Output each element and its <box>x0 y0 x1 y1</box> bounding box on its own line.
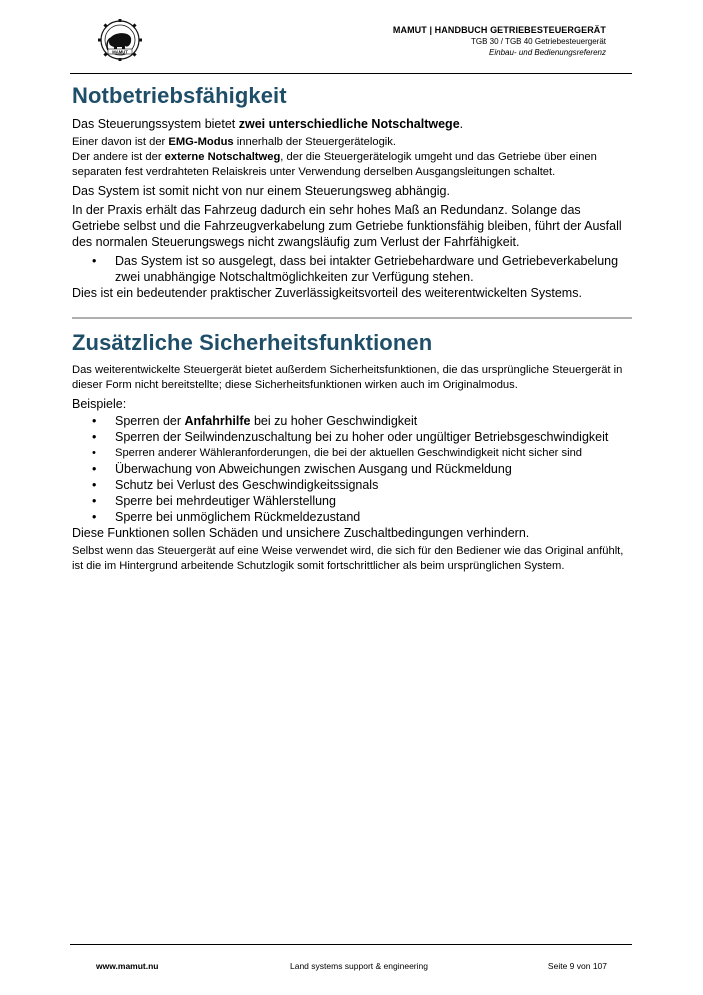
section-divider <box>72 317 632 319</box>
page-header <box>70 0 632 74</box>
bold-text: EMG-Modus <box>168 136 234 148</box>
text: bei zu hoher Geschwindigkeit <box>250 414 418 428</box>
paragraph: Das System ist somit nicht von nur einem Steuerungsweg abhängig. <box>72 184 450 198</box>
bold-text: zwei unterschiedliche Notschaltwege <box>238 117 460 131</box>
logo-text: MAMUT <box>112 49 128 55</box>
text: Das Steuerungssystem bietet <box>72 117 239 131</box>
page-content <box>72 82 632 574</box>
header-text <box>393 25 606 58</box>
text: Sperren der <box>115 414 185 428</box>
paragraph: Das weiterentwickelte Steuergerät bietet außerdem Sicherheitsfunktionen, die das ursprüngliche Steuergerät in dieser Form nicht bereitstellte; diese Sicherheitsfunktionen wirken auch im Originalmodus. <box>72 364 623 391</box>
list-item: • Überwachung von Abweichungen zwischen Ausgang und Rückmeldung <box>72 461 632 477</box>
footer-page-number: Seite 9 von 107 <box>547 961 607 971</box>
paragraph: In der Praxis erhält das Fahrzeug dadurch ein sehr hohes Maß an Redundanz. Solange das Getriebe selbst und die Fahrzeugverkabelung zum Getriebe funktionsfähig bleiben, führt der Ausfall des normalen Steuerungswegs nicht zwangsläufig zum Verlust der Fahrfähigkeit. <box>72 203 622 249</box>
section-heading-notbetrieb: Notbetriebsfähigkeit <box>72 83 287 108</box>
bold-text: externe Notschaltweg <box>164 151 281 163</box>
list-item <box>72 413 632 429</box>
paragraph <box>72 150 632 180</box>
text: , der die Steuergerätelogik umgeht und das Getriebe über einen separaten fest verdrahteten Relaiskreis unter Verwendung derselben Ausgangsleitungen schaltet. <box>72 151 597 178</box>
paragraph <box>72 135 632 150</box>
paragraph: Dies ist ein bedeutender praktischer Zuverlässigkeitsvorteil des weiterentwickelten Systems. <box>72 286 582 300</box>
document-subtitle-2: Einbau- und Bedienungsreferenz <box>489 48 606 57</box>
list-item: • Das System ist so ausgelegt, dass bei intakter Getriebehardware und Getriebeverkabelung zwei unabhängige Notschaltmöglichkeiten zur Verfügung stehen. <box>72 253 632 285</box>
footer-divider <box>70 944 632 945</box>
bullet-list <box>72 413 632 525</box>
bold-text: Anfahrhilfe <box>184 414 251 428</box>
paragraph: Selbst wenn das Steuergerät auf eine Weise verwendet wird, die sich für den Bediener wie das Original anfühlt, ist die im Hintergrund arbeitende Schutzlogik somit fortschrittlicher als beim ursprünglichen System. <box>72 545 624 572</box>
bullet-list <box>72 253 632 285</box>
paragraph: Diese Funktionen sollen Schäden und unsichere Zuschaltbedingungen verhindern. <box>72 526 530 540</box>
footer-website-link[interactable]: www.mamut.nu <box>96 961 159 971</box>
mamut-logo <box>95 18 145 62</box>
section-heading-sicherheit: Zusätzliche Sicherheitsfunktionen <box>72 330 433 355</box>
text: Einer davon ist der <box>72 136 169 148</box>
list-item: • Sperre bei mehrdeutiger Wählerstellung <box>72 493 632 509</box>
paragraph <box>72 116 632 132</box>
text: innerhalb der Steuergerätelogik. <box>233 136 396 148</box>
document-subtitle: TGB 30 / TGB 40 Getriebesteuergerät <box>470 37 606 46</box>
list-item: • Schutz bei Verlust des Geschwindigkeitssignals <box>72 477 632 493</box>
examples-label: Beispiele: <box>72 397 127 411</box>
footer-tagline: Land systems support & engineering <box>290 961 428 971</box>
list-item: • Sperre bei unmöglichem Rückmeldezustand <box>72 509 632 525</box>
list-item: • Sperren anderer Wähleranforderungen, die bei der aktuellen Geschwindigkeit nicht sicher sind <box>72 445 632 461</box>
text: . <box>459 117 464 131</box>
text: Der andere ist der <box>72 151 165 163</box>
document-title: MAMUT | HANDBUCH GETRIEBESTEUERGERÄT <box>392 25 606 35</box>
list-item: • Sperren der Seilwindenzuschaltung bei zu hoher oder ungültiger Betriebsgeschwindigkeit <box>72 429 632 445</box>
